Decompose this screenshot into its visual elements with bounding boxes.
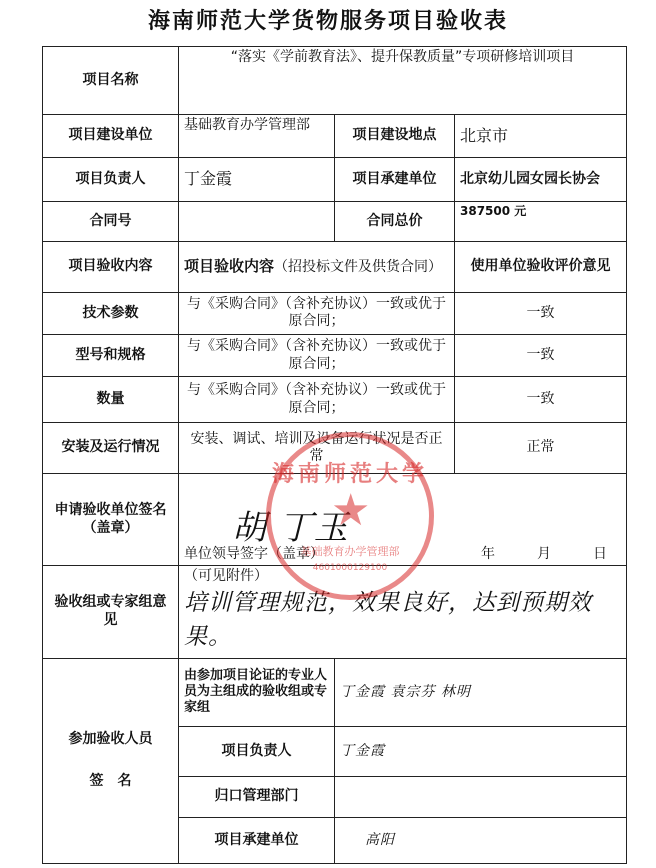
seal-serial: 4601000129100 xyxy=(312,563,388,573)
build-unit-label: 项目建设单位 xyxy=(43,115,179,157)
seal-bottom-text: 基础教育办学管理部 xyxy=(300,545,400,558)
apply-handwriting: 胡 丁玉 xyxy=(232,508,349,548)
acceptance-label: 项目验收内容 xyxy=(43,242,179,292)
manager-value: 丁金霞 xyxy=(179,157,335,201)
row-label: 安装及运行情况 xyxy=(43,423,179,473)
row-eval: 正常 xyxy=(455,423,627,473)
row-content: 安装、调试、培训及设备运行状况是否正常 xyxy=(179,423,455,473)
contractor-value: 北京幼儿园女园长协会 xyxy=(455,157,627,201)
contract-no-label: 合同号 xyxy=(43,202,179,242)
seal-star-icon: ★ xyxy=(331,485,371,536)
participant-row-label: 项目承建单位 xyxy=(179,817,335,863)
manager-label: 项目负责人 xyxy=(43,157,179,201)
row-content: 与《采购合同》（含补充协议）一致或优于原合同； xyxy=(179,334,455,376)
participant-signature: 丁金霞 xyxy=(335,726,627,776)
row-eval: 一致 xyxy=(455,377,627,423)
acceptance-content-header xyxy=(179,242,455,292)
expert-opinion-label: 验收组或专家组意见 xyxy=(43,566,179,658)
eval-header: 使用单位验收评价意见 xyxy=(455,242,627,292)
expert-opinion-note: （可见附件） xyxy=(184,568,268,585)
build-unit-value: 基础教育办学管理部 xyxy=(179,115,335,157)
page-title: 海南师范大学货物服务项目验收表 xyxy=(147,9,508,34)
participants-label-cell xyxy=(43,658,179,863)
row-label: 型号和规格 xyxy=(43,334,179,376)
row-eval: 一致 xyxy=(455,334,627,376)
year-label: 年 xyxy=(481,545,495,562)
project-name-value: “落实《学前教育法》、提升保教质量”专项研修培训项目 xyxy=(179,47,627,115)
row-content: 与《采购合同》（含补充协议）一致或优于原合同； xyxy=(179,292,455,334)
contract-total-label: 合同总价 xyxy=(335,202,455,242)
participant-row-label: 项目负责人 xyxy=(179,726,335,776)
row-content: 与《采购合同》（含补充协议）一致或优于原合同； xyxy=(179,377,455,423)
apply-sign-label: 申请验收单位签名（盖章） xyxy=(43,473,179,566)
contract-no-value xyxy=(179,202,335,242)
contractor-label: 项目承建单位 xyxy=(335,157,455,201)
seal-top-text: 海南师范大学 xyxy=(271,462,428,487)
participant-row-label: 归口管理部门 xyxy=(179,777,335,817)
participant-signature: 高阳 xyxy=(335,817,627,863)
participant-signature xyxy=(335,777,627,817)
official-seal xyxy=(266,432,434,600)
project-name-label: 项目名称 xyxy=(43,47,179,115)
expert-opinion-handwriting: 培训管理规范，效果良好，达到预期效果。 xyxy=(184,589,592,651)
row-label: 数量 xyxy=(43,377,179,423)
build-location-label: 项目建设地点 xyxy=(335,115,455,157)
row-label: 技术参数 xyxy=(43,292,179,334)
leader-sign-label: 单位领导签字（盖章） xyxy=(184,545,324,562)
build-location-value: 北京市 xyxy=(455,115,627,157)
participants-label: 参加验收人员 xyxy=(68,731,153,748)
acceptance-content-note: （招投标文件及供货合同） xyxy=(274,259,443,276)
month-label: 月 xyxy=(537,545,551,562)
participants-sign-label: 签 名 xyxy=(89,772,132,789)
acceptance-content-head: 项目验收内容 xyxy=(184,257,275,276)
row-eval: 一致 xyxy=(455,292,627,334)
participant-row-label: 由参加项目论证的专业人员为主组成的验收组或专家组 xyxy=(179,658,335,726)
participant-signature: 丁金霞 袁宗芬 林明 xyxy=(335,658,627,726)
contract-total-value: 387500 元 xyxy=(455,202,627,242)
day-label: 日 xyxy=(593,545,607,562)
